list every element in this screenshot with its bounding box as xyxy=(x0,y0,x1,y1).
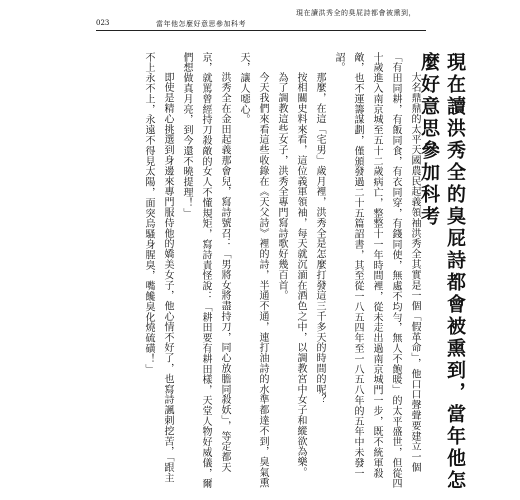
running-header xyxy=(96,8,486,30)
header-title-line1: 現在讀洪秀全的臭屁詩都會被熏到， xyxy=(296,9,416,17)
paragraph: 為了調教這些女子，洪秀全專門寫詩歌好幾百首。 xyxy=(276,72,287,301)
paragraph: 那麼，在這「宅男」歲月裡，洪秀全是怎麼打發這三千多天的時間的呢？ xyxy=(314,72,325,405)
header-title-line2: 當年他怎麼好意思參加科考 xyxy=(156,20,246,28)
chapter-title: 現在讀洪秀全的臭屁詩都會被熏到，當年他怎麼好意思參加科考 xyxy=(418,52,466,492)
paragraph: 洪秀全在金田起義那會兒，寫詩號召：「男將女將盡持刀，同心放膽同殺妖」，等定都天京，就罵曾經持刀殺敵的女人不懂規矩，寫詩責怪說：「耕田要有耕田樣，天堂人物好威儀，爾們想做真月亮，到今還不曉提理！」 xyxy=(181,52,230,489)
body-text xyxy=(94,52,424,490)
paragraph: 即使是精心挑選到身邊來專門服侍他的嬌美女子，他心情不好了，也寫詩諷刺挖苦，「跟主不上永不上，永遠不得見太陽，面突烏騷身腥臭，嘴饞臭化燒硫磺！」 xyxy=(143,52,173,483)
paragraph: 按相關史料來看，這位義軍領袖，每天就沉湎在酒色之中，以調教宮中女子和縱欲為樂。 xyxy=(295,72,306,478)
paragraph: 今天我們來看這些收錄在《天父詩》裡的詩，半通不通，連打油詩的水準都達不到，臭氣熏天，讓人噁心。 xyxy=(238,52,268,488)
page-number: 023 xyxy=(96,19,110,27)
header-rule xyxy=(96,30,426,31)
paragraph: 大名鼎鼎的太平天國農民起義領袖洪秀全其實是一個「假革命」，他口口聲聲要建立一個「有田同耕，有飯同食，有衣同穿，有錢同使，無處不均勻，無人不飽暖」的太平盛世，但從四十歲進入南京城至五十二歲病亡，整整十一年時間裡，從未走出過南京城門一步，既不統軍殺敵，也不運籌謀劃，僅頒發過二十五篇詔書，其至從一八五四年至一八五八年的五年中未發一詔。 xyxy=(333,52,420,489)
